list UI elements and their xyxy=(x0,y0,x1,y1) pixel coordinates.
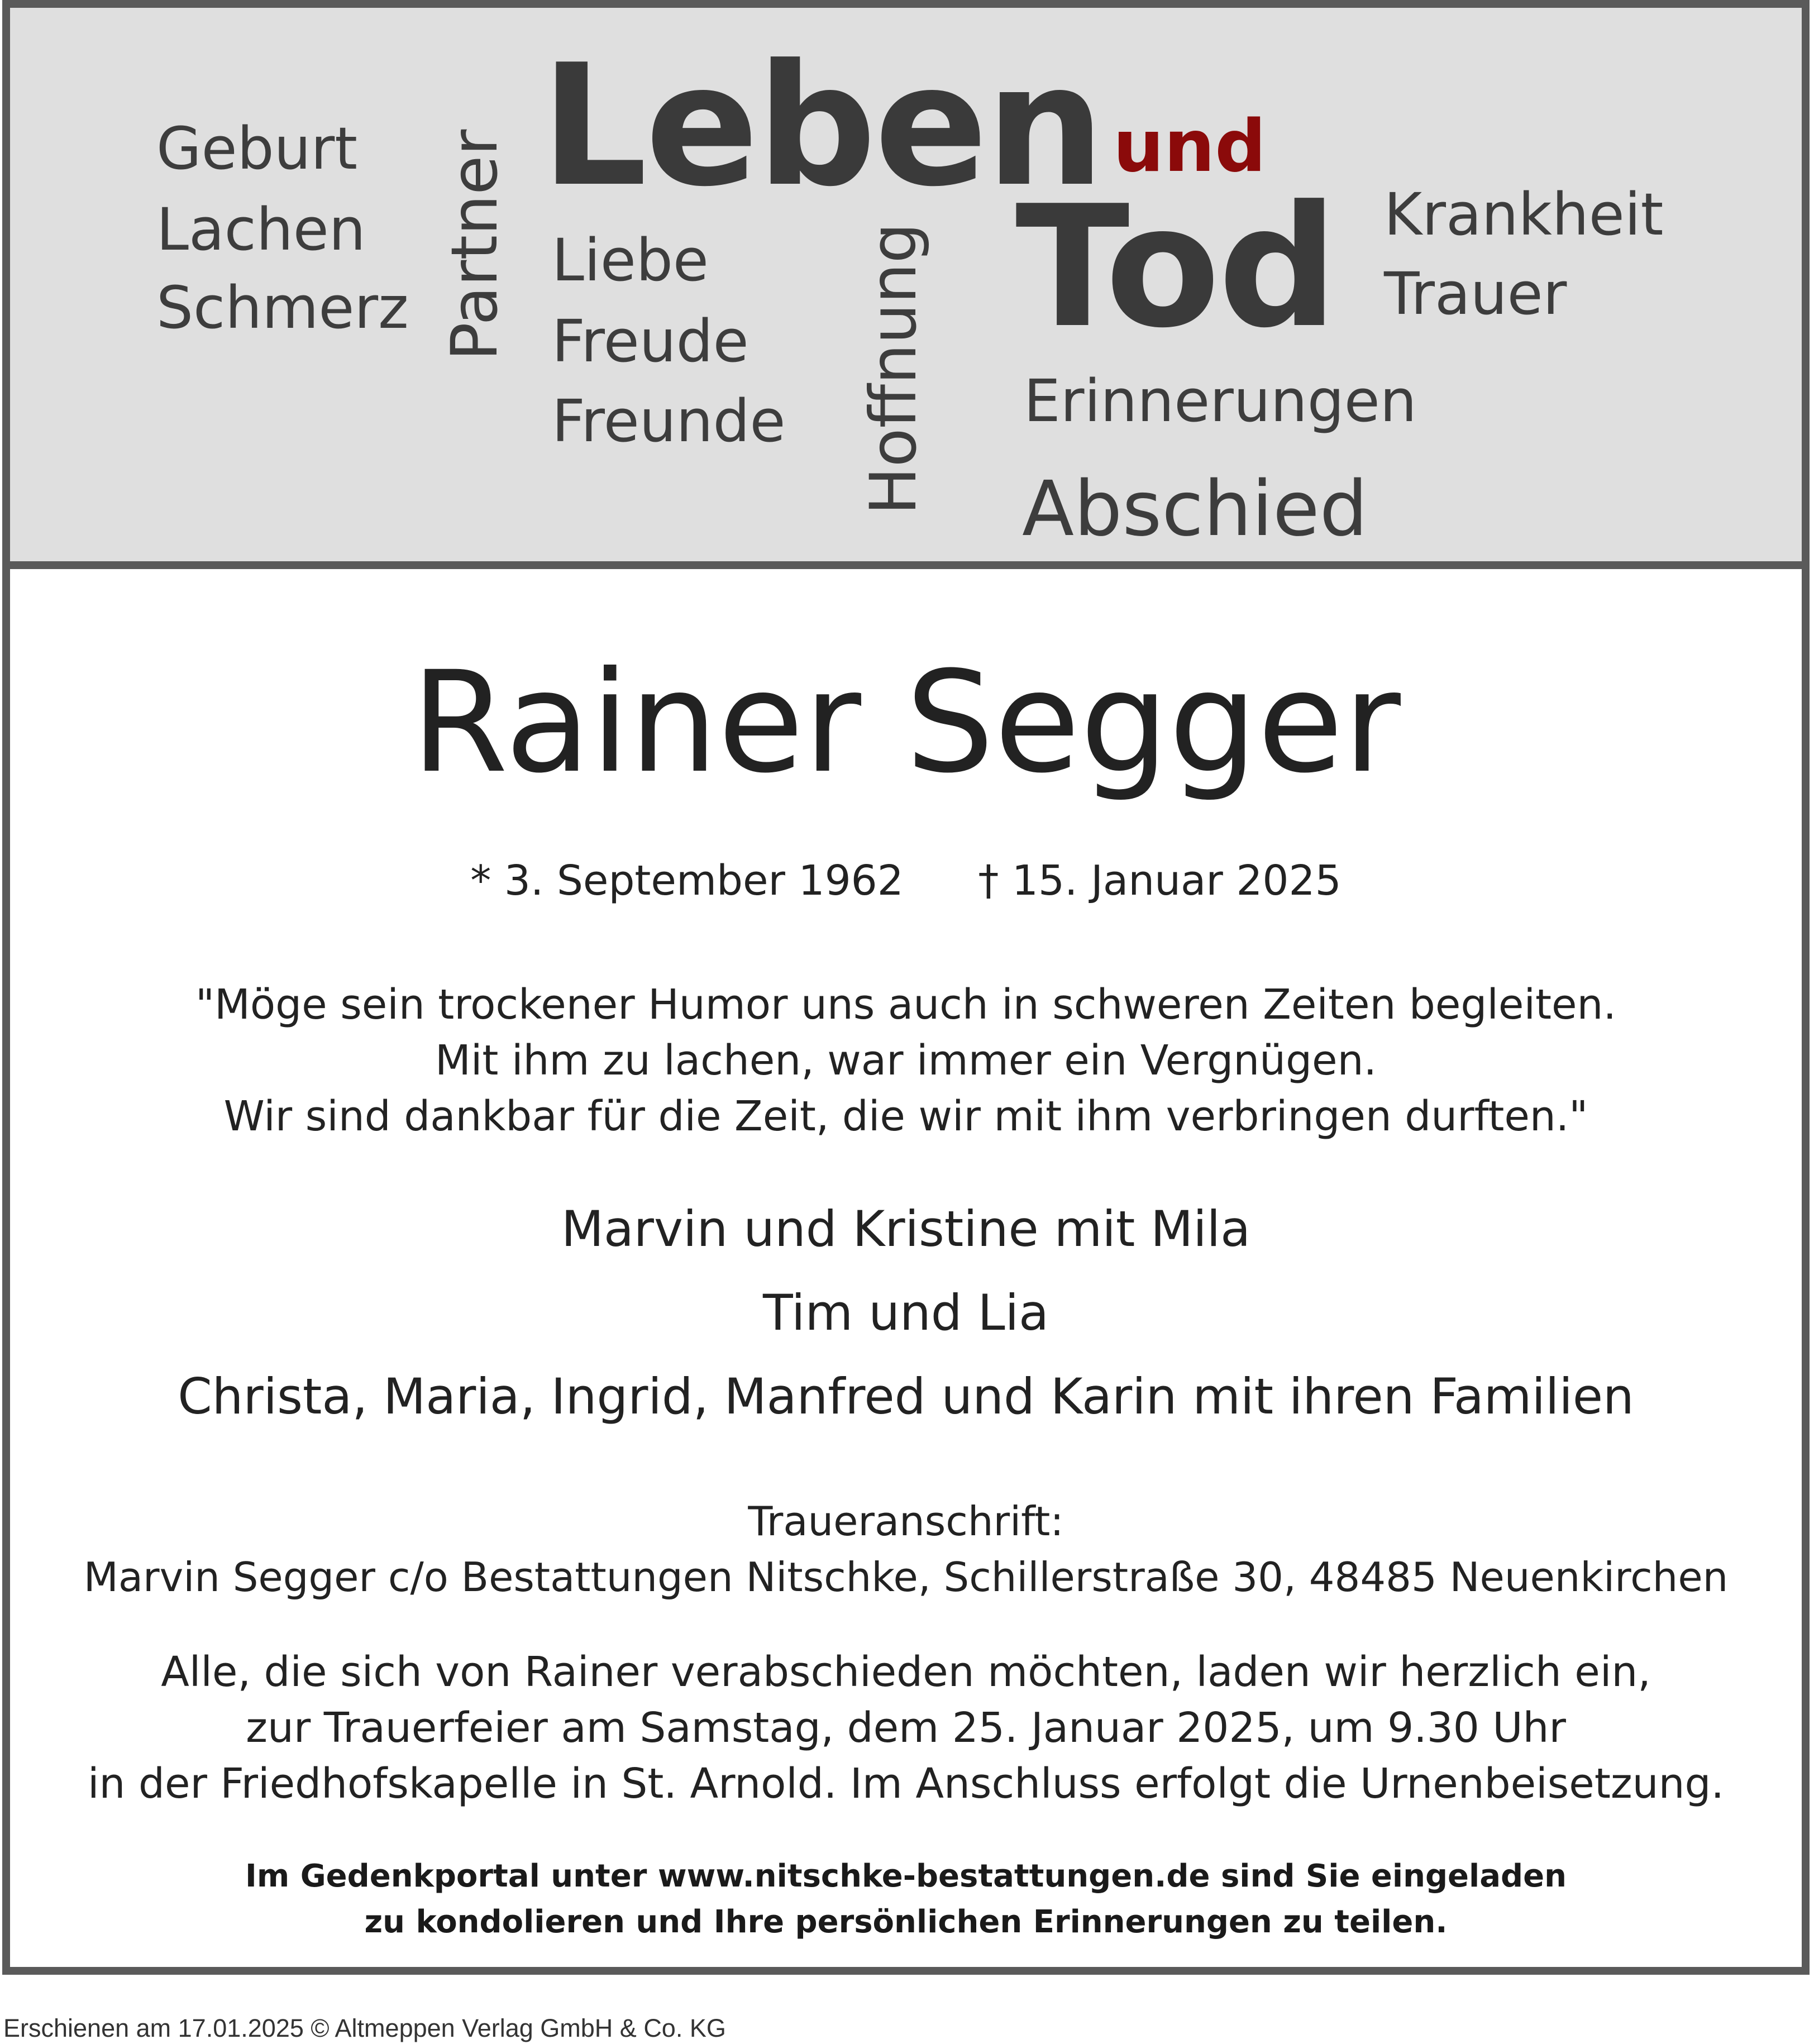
invitation-line: Alle, die sich von Rainer verabschieden möchten, laden wir herzlich ein, xyxy=(161,1648,1651,1696)
word-krankheit: Krankheit xyxy=(1384,180,1664,249)
invitation-line: in der Friedhofskapelle in St. Arnold. Im Anschluss erfolgt die Urnenbeisetzung. xyxy=(88,1760,1724,1808)
publication-footer: Erschienen am 17.01.2025 © Altmeppen Verlag GmbH & Co. KG xyxy=(3,2014,726,2042)
word-cloud-banner xyxy=(10,8,1802,569)
word-freude: Freude xyxy=(552,307,749,375)
quote-line: Mit ihm zu lachen, war immer ein Vergnügen. xyxy=(435,1037,1377,1085)
word-lachen: Lachen xyxy=(156,195,366,264)
word-erinnerungen: Erinnerungen xyxy=(1024,367,1417,435)
word-abschied: Abschied xyxy=(1022,465,1368,553)
word-schmerz: Schmerz xyxy=(156,274,409,342)
word-liebe: Liebe xyxy=(552,226,709,294)
birth-date: * 3. September 1962 xyxy=(470,857,904,905)
funeral-invitation xyxy=(10,1644,1802,1812)
address-text: Marvin Segger c/o Bestattungen Nitschke, Schillerstraße 30, 48485 Neuenkirchen xyxy=(83,1554,1729,1601)
quote-line: "Möge sein trockener Humor uns auch in schweren Zeiten begleiten. xyxy=(195,981,1616,1029)
memorial-portal-note xyxy=(10,1854,1802,1945)
word-tod: Tod xyxy=(1015,170,1336,365)
portal-line: Im Gedenkportal unter www.nitschke-bestattungen.de sind Sie eingeladen xyxy=(245,1858,1567,1894)
word-partner: Partner xyxy=(437,129,512,361)
word-leben: Leben xyxy=(541,28,1103,223)
word-und: und xyxy=(1113,105,1266,188)
word-hoffnung: Hoffnung xyxy=(856,222,930,515)
obituary-frame xyxy=(2,0,1810,1975)
family-line: Christa, Maria, Ingrid, Manfred und Karin mit ihren Familien xyxy=(178,1368,1634,1425)
word-geburt: Geburt xyxy=(156,114,358,183)
word-freunde: Freunde xyxy=(552,387,786,455)
life-dates xyxy=(10,857,1802,905)
invitation-line: zur Trauerfeier am Samstag, dem 25. Januar 2025, um 9.30 Uhr xyxy=(246,1704,1566,1752)
deceased-name: Rainer Segger xyxy=(411,641,1401,804)
family-line: Marvin und Kristine mit Mila xyxy=(561,1200,1251,1258)
death-date: † 15. Januar 2025 xyxy=(978,857,1342,905)
mourning-address xyxy=(10,1493,1802,1605)
word-trauer: Trauer xyxy=(1384,260,1567,328)
address-label: Traueranschrift: xyxy=(748,1498,1064,1545)
family-line: Tim und Lia xyxy=(763,1284,1049,1341)
portal-line: zu kondolieren und Ihre persönlichen Erinnerungen zu teilen. xyxy=(364,1904,1448,1940)
quote-line: Wir sind dankbar für die Zeit, die wir mit ihm verbringen durften." xyxy=(223,1092,1588,1140)
memorial-quote xyxy=(10,977,1802,1144)
